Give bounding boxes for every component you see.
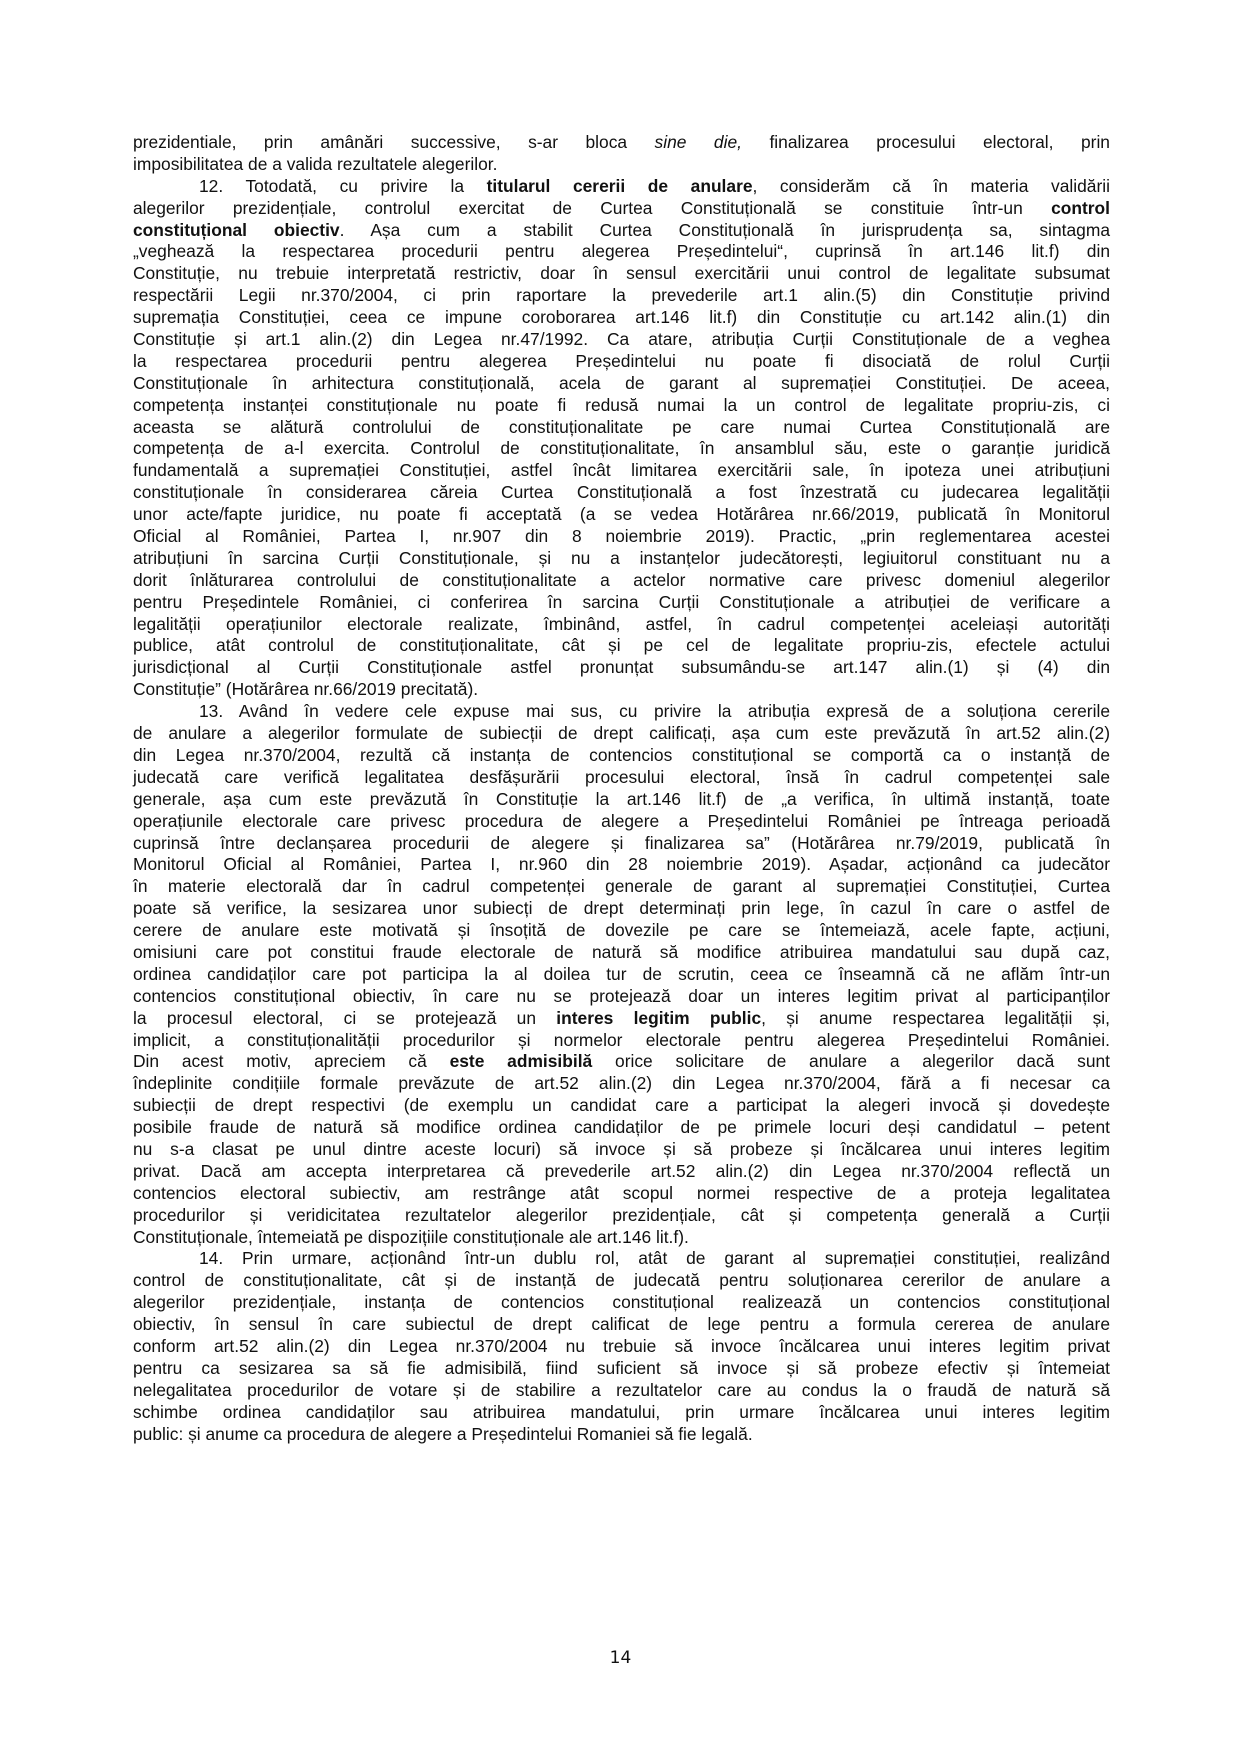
- text-run: Constituție” (Hotărârea nr.66/2019 precitată).: [133, 679, 479, 700]
- text-line: [133, 438, 1110, 460]
- text-line: [133, 417, 1110, 439]
- text-run: legalității operațiunilor electorale realizate, îmbinând, astfel, în cadrul competenței aceleiași autorități: [133, 613, 1110, 634]
- text-line: [133, 132, 1110, 154]
- bold-text: este admisibilă: [449, 1051, 593, 1072]
- text-run: operațiunile electorale care privesc procedura de alegere a Președintelui României pe întreaga perioadă: [133, 810, 1110, 831]
- text-run: obiectiv, în sensul în care subiectul de drept calificat de lege pentru a formula cererea de anulare: [133, 1314, 1110, 1335]
- bold-text: constituțional obiectiv: [133, 219, 340, 240]
- text-run: 13. Având în vedere cele expuse mai sus, cu privire la atribuția expresă de a soluționa cererile: [199, 701, 1110, 722]
- text-run: Din acest motiv, apreciem că: [133, 1051, 450, 1072]
- text-line: [133, 220, 1110, 242]
- text-line: [133, 307, 1110, 329]
- text-line: [133, 395, 1110, 417]
- text-run: alegerilor prezidențiale, instanța de contencios constituțional realizează un contencios constituțional: [133, 1292, 1110, 1313]
- text-line: [133, 1270, 1110, 1292]
- paragraph-start-line: [133, 1248, 1110, 1270]
- text-line: [133, 1008, 1110, 1030]
- text-line: [133, 920, 1110, 942]
- text-run: nelegalitatea procedurilor de votare și de stabilire a rezultatelor care au condus la o fraudă de natură să: [133, 1379, 1110, 1400]
- bold-text: interes legitim public: [556, 1007, 762, 1028]
- text-run: la respectarea procedurii pentru alegerea Președintelui nu poate fi disociată de rolul Curții: [133, 350, 1110, 371]
- text-line: [133, 1227, 1110, 1249]
- text-run: judecată care verifică legalitatea desfășurării procesului electoral, însă în cadrul competenței sale: [133, 766, 1110, 787]
- text-run: imposibilitatea de a valida rezultatele alegerilor.: [133, 153, 498, 174]
- text-run: îndeplinite condițiile formale prevăzute de art.52 alin.(2) din Legea nr.370/2004, fără a fi necesar ca: [133, 1073, 1110, 1094]
- text-run: Constituționale, întemeiată pe dispozițiile constituționale ale art.146 lit.f).: [133, 1226, 689, 1247]
- text-run: contencios electoral subiectiv, am restrânge atât scopul normei respective de a proteja legalitatea: [133, 1182, 1110, 1203]
- text-run: Monitorul Oficial al României, Partea I, nr.960 din 28 noiembrie 2019). Așadar, acționând ca judecător: [133, 854, 1110, 875]
- text-line: [133, 482, 1110, 504]
- text-run: jurisdicțional al Curții Constituționale astfel pronunțat subsumându-se art.147 alin.(1) și (4) din: [133, 657, 1110, 678]
- text-line: [133, 285, 1110, 307]
- text-run: ordinea candidaților care pot participa la al doilea tur de scrutin, ceea ce înseamnă că ne aflăm într-un: [133, 963, 1110, 984]
- text-run: schimbe ordinea candidaților sau atribuirea mandatului, prin urmare încălcarea unui interes legitim: [133, 1401, 1110, 1422]
- text-line: [133, 526, 1110, 548]
- text-run: control de constituționalitate, cât și de instanță de judecată pentru soluționarea cererilor de anulare a: [133, 1270, 1110, 1291]
- text-line: [133, 942, 1110, 964]
- text-line: [133, 241, 1110, 263]
- bold-text: titularul cererii de anulare: [486, 175, 753, 196]
- text-run: Constituție, nu trebuie interpretată restrictiv, doar în sensul exercitării unui control de legalitate subsumat: [133, 263, 1110, 284]
- text-run: fundamentală a supremației Constituției, astfel încât limitarea exercitării sale, în ipoteza unei atribuțiuni: [133, 460, 1110, 481]
- text-line: [133, 1292, 1110, 1314]
- text-run: publice, atât controlul de constituționalitate, cât și pe cel de legalitate propriu-zis, efectele actului: [133, 635, 1110, 656]
- paragraph-start-line: [133, 176, 1110, 198]
- text-line: [133, 679, 1110, 701]
- text-line: [133, 614, 1110, 636]
- text-run: prezidentiale, prin amânări successive, s-ar bloca: [133, 132, 655, 152]
- text-line: [133, 745, 1110, 767]
- text-line: [133, 373, 1110, 395]
- text-line: [133, 657, 1110, 679]
- text-run: competența de a-l exercita. Controlul de constituționalitate, în ansamblul său, este o garanție juridică: [133, 438, 1110, 459]
- text-run: pentru Președintele României, ci conferirea în sarcina Curții Constituționale a atribuției de verificare a: [133, 591, 1110, 612]
- text-line: [133, 1424, 1110, 1446]
- text-line: [133, 1402, 1110, 1424]
- text-run: omisiuni care pot constitui fraude electorale de natură să modifice atribuirea mandatului sau după caz,: [133, 941, 1110, 962]
- text-run: poate să verifice, la sesizarea unor subiecți de drept determinați prin lege, în cazul în care o astfel de: [133, 898, 1110, 919]
- text-line: [133, 767, 1110, 789]
- text-run: 14. Prin urmare, acționând într-un dublu rol, atât de garant al supremației constituției, realizând: [199, 1248, 1110, 1269]
- text-run: alegerilor prezidențiale, controlul exercitat de Curtea Constituțională se constituie într-un: [133, 197, 1052, 218]
- text-run: Oficial al României, Partea I, nr.907 din 8 noiembrie 2019). Practic, „prin reglementarea acestei: [133, 526, 1110, 547]
- text-run: privat. Dacă am accepta interpretarea că prevederile art.52 alin.(2) din Legea nr.370/2004 reflectă un: [133, 1160, 1110, 1181]
- text-line: [133, 329, 1110, 351]
- text-line: [133, 1051, 1110, 1073]
- text-run: unor acte/fapte juridice, nu poate fi acceptată (a se vedea Hotărârea nr.66/2019, publicată în Monitorul: [133, 504, 1110, 525]
- text-run: constituționale în considerarea căreia Curtea Constituțională a fost înzestrată cu judecarea legalității: [133, 482, 1110, 503]
- text-line: [133, 789, 1110, 811]
- text-run: la procesul electoral, ci se protejează un: [133, 1007, 557, 1028]
- text-run: 12. Totodată, cu privire la: [199, 175, 487, 196]
- text-line: [133, 1030, 1110, 1052]
- text-line: [133, 1073, 1110, 1095]
- page-number: 14: [609, 1648, 632, 1668]
- text-run: de anulare a alegerilor formulate de subiecții de drept calificați, așa cum este prevăzută în art.52 alin.(2): [133, 723, 1110, 744]
- text-run: generale, așa cum este prevăzută în Constituție la art.146 lit.f) de „a verifica, în ultimă instanță, toate: [133, 788, 1110, 809]
- text-run: aceasta se alătură controlului de constituționalitate pe care numai Curtea Constituțională are: [133, 416, 1110, 437]
- text-run: subiecții de drept respectivi (de exemplu un candidat care a participat la alegeri invocă și dovedește: [133, 1095, 1110, 1116]
- text-line: [133, 1117, 1110, 1139]
- text-run: nu s-a clasat pe unul dintre aceste locuri) să invoce și să probeze și încălcarea unui interes legitim: [133, 1138, 1110, 1159]
- text-line: [133, 833, 1110, 855]
- text-line: [133, 1358, 1110, 1380]
- text-line: [133, 263, 1110, 285]
- bold-text: control: [1051, 197, 1110, 218]
- text-line: [133, 351, 1110, 373]
- text-line: [133, 723, 1110, 745]
- text-line: [133, 460, 1110, 482]
- text-line: [133, 635, 1110, 657]
- paragraph-start-line: [133, 701, 1110, 723]
- text-line: [133, 1205, 1110, 1227]
- text-run: finalizarea procesului electoral, prin: [741, 132, 1110, 152]
- text-run: Constituționale în arhitectura constituțională, acela de garant al supremației Constituției. De aceea,: [133, 372, 1110, 393]
- text-run: atribuțiuni în sarcina Curții Constituționale, și nu a instanțelor judecătorești, legiuitorul constituant nu a: [133, 547, 1110, 568]
- text-run: public: și anume ca procedura de alegere a Președintelui Romaniei să fie legală.: [133, 1423, 753, 1444]
- text-line: [133, 854, 1110, 876]
- italic-text: sine die,: [654, 132, 742, 152]
- text-run: conform art.52 alin.(2) din Legea nr.370/2004 nu trebuie să invoce încălcarea unui interes legitim privat: [133, 1335, 1110, 1356]
- text-line: [133, 1095, 1110, 1117]
- text-line: [133, 811, 1110, 833]
- text-line: [133, 198, 1110, 220]
- text-line: [133, 1183, 1110, 1205]
- text-run: . Așa cum a stabilit Curtea Constituțională în jurisprudența sa, sintagma: [339, 219, 1110, 240]
- text-run: „veghează la respectarea procedurii pentru alegerea Președintelui“, cuprinsă în art.146 lit.f) din: [133, 241, 1110, 262]
- text-run: procedurilor și veridicitatea rezultatelor alegerilor prezidențiale, cât și competența generală a Curții: [133, 1204, 1110, 1225]
- text-run: , considerăm că în materia validării: [752, 175, 1110, 196]
- text-line: [133, 548, 1110, 570]
- text-run: posibile fraude de natură să modifice ordinea candidaților de pe primele locuri deși candidatul – petent: [133, 1117, 1110, 1138]
- text-run: dorit înlăturarea controlului de constituționalitate a actelor normative care privesc domeniul alegerilor: [133, 569, 1110, 590]
- text-line: [133, 570, 1110, 592]
- text-run: implicit, a constituționalității procedurilor și normelor electorale pentru alegerea Președintelui României.: [133, 1029, 1110, 1050]
- text-run: contencios constituțional obiectiv, în care nu se protejează doar un interes legitim privat al participanților: [133, 985, 1110, 1006]
- text-line: [133, 986, 1110, 1008]
- text-line: [133, 1336, 1110, 1358]
- text-line: [133, 1161, 1110, 1183]
- text-line: [133, 504, 1110, 526]
- text-run: supremația Constituției, ceea ce impune coroborarea art.146 lit.f) din Constituție cu art.142 alin.(1) din: [133, 307, 1110, 328]
- text-run: respectării Legii nr.370/2004, ci prin raportare la prevederile art.1 alin.(5) din Constituție privind: [133, 285, 1110, 306]
- text-line: [133, 964, 1110, 986]
- text-run: , și anume respectarea legalității și,: [761, 1007, 1110, 1028]
- text-line: [133, 876, 1110, 898]
- text-line: [133, 1380, 1110, 1402]
- text-run: pentru ca sesizarea sa să fie admisibilă, fiind suficient să invoce și să probeze efectiv și întemeiat: [133, 1357, 1110, 1378]
- text-run: Constituție și art.1 alin.(2) din Legea nr.47/1992. Ca atare, atribuția Curții Constituționale de a veghea: [133, 329, 1110, 350]
- text-run: cerere de anulare este motivată și însoțită de dovezile pe care se întemeiază, acele fapte, acțiuni,: [133, 920, 1110, 941]
- text-line: [133, 1314, 1110, 1336]
- text-line: [133, 592, 1110, 614]
- text-run: în materie electorală dar în cadrul competenței generale de garant al supremației Constituției, Curtea: [133, 876, 1110, 897]
- text-line: [133, 898, 1110, 920]
- text-run: din Legea nr.370/2004, rezultă că instanța de contencios constituțional se comportă ca o instanță de: [133, 744, 1110, 765]
- text-line: [133, 1139, 1110, 1161]
- text-line: [133, 154, 1110, 176]
- text-run: cuprinsă între declanșarea procedurii de alegere și finalizarea sa” (Hotărârea nr.79/2019, publicată în: [133, 832, 1110, 853]
- text-run: orice solicitare de anulare a alegerilor dacă sunt: [592, 1051, 1110, 1072]
- document-body: [133, 132, 1110, 1445]
- text-run: competența instanței constituționale nu poate fi redusă numai la un control de legalitate propriu-zis, ci: [133, 394, 1110, 415]
